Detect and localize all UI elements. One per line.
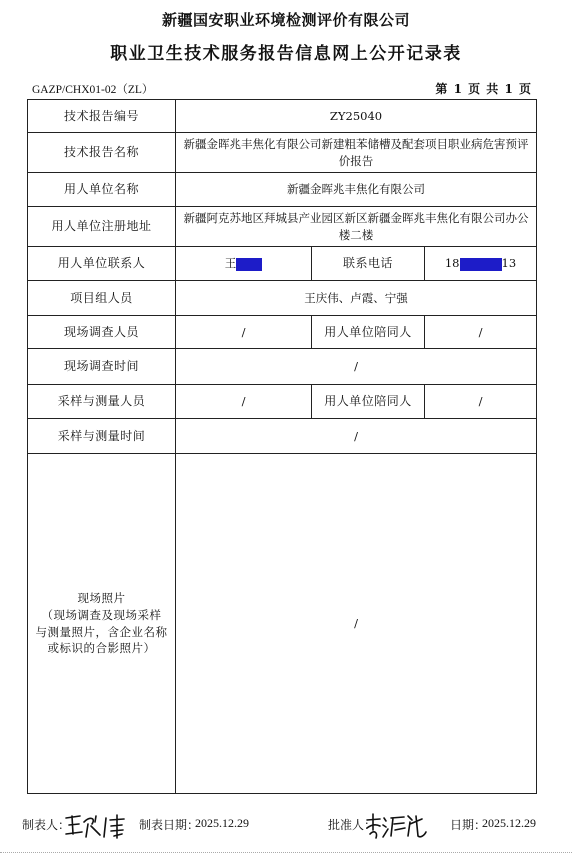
value-survey-staff: / [176,316,312,349]
label-sampling-time: 采样与测量时间 [28,419,176,454]
label-sampling-staff: 采样与测量人员 [28,385,176,419]
value-photos: / [176,454,537,794]
row-report-no [28,100,537,133]
redaction-mark [460,258,502,271]
row-contact [28,247,537,281]
value-phone [425,247,537,281]
row-survey-staff [28,316,537,349]
signature-footer [0,810,572,840]
row-employer-address [28,207,537,247]
approved-date: 2025.12.29 [482,816,536,830]
photos-label-line: （现场调查及现场采样 [41,607,162,622]
value-team: 王庆伟、卢霞、宁强 [176,281,537,316]
row-employer-name [28,173,537,207]
label-report-name: 技术报告名称 [28,133,176,173]
value-survey-accompany: / [425,316,537,349]
label-photos [28,454,176,794]
photos-label-line: 或标识的合影照片） [47,641,156,656]
value-report-name: 新疆金晖兆丰焦化有限公司新建粗苯储槽及配套项目职业病危害预评价报告 [176,133,537,173]
value-sampling-staff: / [176,385,312,419]
label-contact: 用人单位联系人 [28,247,176,281]
photos-label-line: 与测量照片，含企业名称 [35,624,168,639]
approved-date-label: 日期： [450,818,487,832]
label-survey-time: 现场调查时间 [28,349,176,385]
value-employer-address: 新疆阿克苏地区拜城县产业园区新区新疆金晖兆丰焦化有限公司办公楼二楼 [176,207,537,247]
contact-name-visible: 王 [224,256,237,271]
label-survey-accompany: 用人单位陪同人 [312,316,425,349]
label-report-no: 技术报告编号 [28,100,176,133]
phone-suffix: 13 [501,256,517,271]
label-survey-staff: 现场调查人员 [28,316,176,349]
value-report-no: ZY25040 [176,100,537,133]
redaction-mark [236,258,262,271]
value-sampling-time: / [176,419,537,454]
row-report-name [28,133,537,173]
label-team: 项目组人员 [28,281,176,316]
value-survey-time: / [176,349,537,385]
row-sampling-time [28,419,537,454]
value-contact-name [176,247,312,281]
record-table [27,99,537,794]
row-survey-time [28,349,537,385]
approved-by-signature [364,810,428,840]
page-indicator: 第 1 页 共 1 页 [435,82,532,96]
form-code: GAZP/CHX01-02（ZL） [32,84,154,96]
prepared-by-signature [62,810,130,840]
row-team [28,281,537,316]
prepared-date: 2025.12.29 [195,816,249,830]
label-phone: 联系电话 [312,247,425,281]
phone-prefix: 18 [444,256,460,271]
row-photos [28,454,537,794]
value-sampling-accompany: / [425,385,537,419]
approved-by-label: 批准人： [328,818,377,832]
value-employer-name: 新疆金晖兆丰焦化有限公司 [176,173,537,207]
company-name: 新疆国安职业环境检测评价有限公司 [161,11,410,29]
document-title: 职业卫生技术服务报告信息网上公开记录表 [110,44,462,64]
label-sampling-accompany: 用人单位陪同人 [312,385,425,419]
photos-label-line: 现场照片 [77,591,126,606]
prepared-date-label: 制表日期： [139,818,200,832]
label-employer-address: 用人单位注册地址 [28,207,176,247]
prepared-by-label: 制表人： [22,818,71,832]
row-sampling-staff [28,385,537,419]
label-employer-name: 用人单位名称 [28,173,176,207]
